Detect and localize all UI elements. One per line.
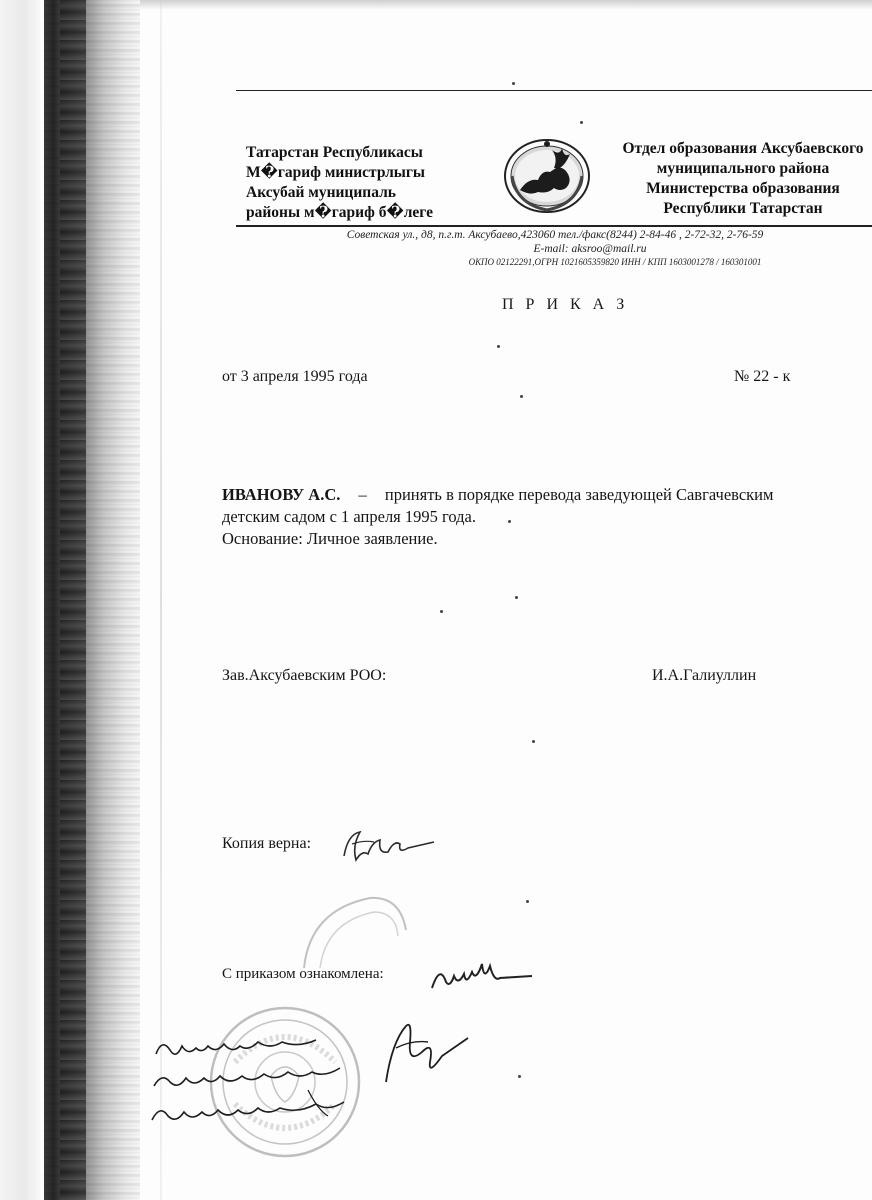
handwritten-note-icon (148, 1020, 378, 1135)
registry-line: ОКПО 02122291,ОГРН 1021605359820 ИНН / КПП 1603001278 / 160301001 (468, 257, 762, 267)
header-tatar-line: М�гариф министрлыгы (246, 164, 426, 181)
signatory-role: Зав.Аксубаевским РОО: (222, 667, 387, 684)
order-line-1-text: принять в порядке перевода заведующей Савгачевским (384, 485, 774, 504)
header-russian-line: Отдел образования Аксубаевского (622, 140, 864, 157)
header-tatar-line: Татарстан Республикасы (246, 144, 423, 161)
header-top-rule (236, 90, 872, 91)
order-basis: Основание: Личное заявление. (222, 529, 438, 548)
scan-speck (512, 82, 515, 85)
order-number: № 22 - к (734, 368, 791, 385)
header-bottom-rule (236, 225, 872, 227)
scan-speck (440, 610, 443, 613)
order-line-1 (222, 484, 872, 506)
acquainted-label: С приказом ознакомлена: (222, 966, 384, 982)
scan-speck (532, 740, 535, 743)
header-tatar-line: районы м�гариф б�леге (246, 204, 434, 221)
scan-speck (520, 395, 523, 398)
header-russian-line: Министерства образования (646, 180, 840, 197)
scan-speck (580, 121, 583, 124)
top-shadow (140, 0, 872, 10)
scan-speck (497, 345, 500, 348)
header-russian-line: муниципального района (656, 160, 830, 177)
scan-edge (0, 0, 40, 1200)
email-line: E-mail: aksroo@mail.ru (533, 243, 647, 255)
address-line: Советская ул., д8, п.г.т. Аксубаево,423060 тел./факс(8244) 2-84-46 , 2-72-32, 2-76-59 (346, 229, 764, 241)
dash: – (358, 485, 367, 504)
header-tatar-block (246, 143, 486, 223)
address-block (240, 228, 870, 268)
order-title: П Р И К А З (502, 296, 629, 313)
note-signature-icon (372, 1012, 472, 1092)
scan-speck (518, 1075, 521, 1078)
faded-stamp-icon (300, 890, 410, 970)
header-russian-block (598, 139, 872, 219)
order-body (222, 484, 872, 550)
signatory-name: И.А.Галиуллин (652, 667, 757, 684)
scan-speck (515, 596, 518, 599)
person-name: ИВАНОВУ А.С. (222, 485, 341, 504)
order-line-2: детским садом с 1 апреля 1995 года. (222, 507, 476, 526)
scan-speck (526, 900, 529, 903)
tatarstan-emblem-icon (498, 132, 596, 216)
header-russian-line: Республики Татарстан (663, 200, 823, 217)
header-tatar-line: Аксубай муниципаль (246, 184, 397, 201)
binding-dark-strip (60, 0, 86, 1200)
acquainted-signature-icon (428, 952, 538, 997)
copy-signature-icon (338, 820, 438, 870)
scan-speck (508, 520, 511, 523)
binding-shadow (44, 0, 140, 1200)
order-date: от 3 апреля 1995 года (222, 368, 368, 385)
copy-certified-label: Копия верна: (222, 835, 312, 852)
